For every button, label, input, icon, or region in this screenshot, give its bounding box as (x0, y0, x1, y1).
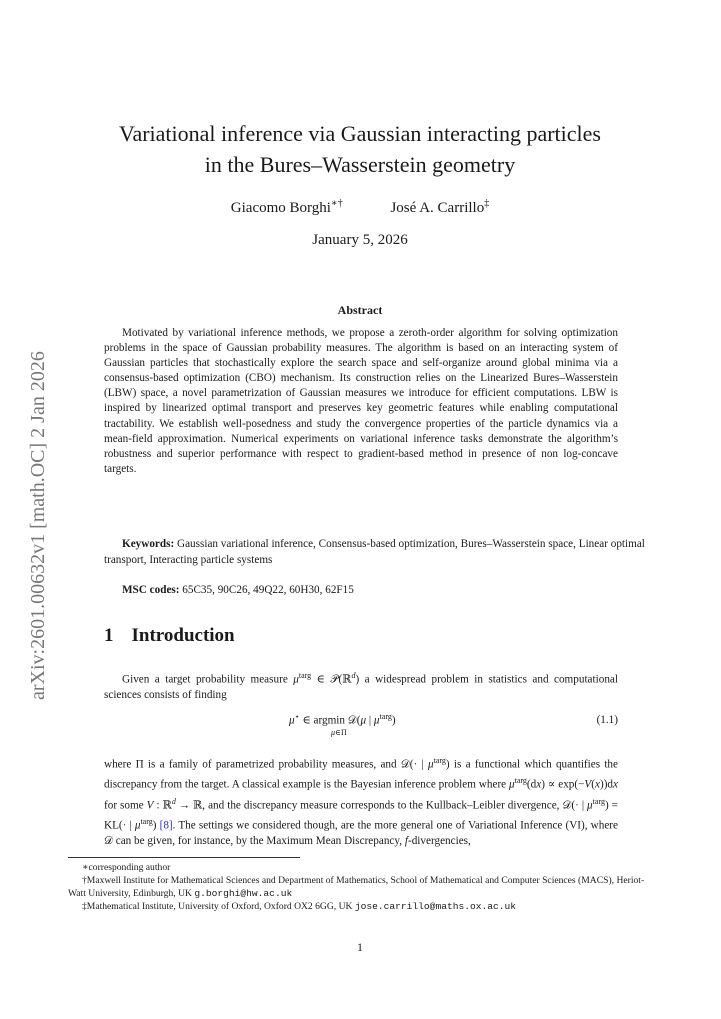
email-carrillo[interactable]: jose.carrillo@maths.ox.ac.uk (354, 901, 517, 912)
footnotes (68, 861, 658, 913)
footnote-borghi-text: †Maxwell Institute for Mathematical Sciences and Department of Mathematics, School of Mathematical and Computer Sciences (MACS), Heriot-Watt University, Edinburgh, UK (68, 875, 645, 899)
author-carrillo (390, 200, 489, 216)
section-title: Introduction (131, 625, 235, 646)
equation-number: (1.1) (596, 714, 618, 726)
abstract-heading: Abstract (337, 303, 383, 317)
msc-text: 65C35, 90C26, 49Q22, 60H30, 62F15 (182, 584, 354, 596)
intro-paragraph-1: Given a target probability measure $\mu^{targ}$ ∈ 𝒫(ℝ$^d$) a widespread problem in statistics and computational sciences consists of finding (104, 671, 619, 702)
section-number: 1 (104, 625, 114, 646)
arxiv-side-stamp (14, 290, 54, 700)
paper-title (60, 118, 660, 180)
footnote-corresponding: ∗corresponding author (82, 862, 171, 873)
keywords (104, 536, 652, 568)
footnote-divider (68, 857, 300, 858)
footnote-borghi-affiliation (68, 874, 658, 900)
title-line-1: Variational inference via Gaussian interacting particles (119, 121, 601, 146)
keywords-label: Keywords: (122, 538, 175, 550)
equation-body: μ⋆ ∈ argmin 𝒟(μ | $\mu^{targ}$) μ∈Π (289, 712, 396, 737)
intro-paragraph-2: where Π is a family of parametrized probability measures, and 𝒟(· | $\mu^{targ}$) is a functional which quantifies the discrepancy from the target. A classical example is the Bayesian inference problem where $\mu^{targ}(dx) \propto \exp(-V(x))dx$ for some V : ℝ$^d$ → ℝ, and the discrepancy measure corresponds to the Kullback–Leibler divergence, 𝒟(· | $\mu^{targ}) = KL(\cdot$ | $\mu^{targ}$) [8]. The settings we considered though, are the more general one of Variational Inference (VI), where 𝒟 can be given, for instance, by the Maximum Mean Discrepancy, f-divergencies, (104, 756, 618, 848)
author-carrillo-name: José A. Carrillo (390, 200, 485, 216)
title-line-2: in the Bures–Wasserstein geometry (204, 152, 516, 177)
email-borghi[interactable]: g.borghi@hw.ac.uk (194, 888, 293, 899)
footnote-carrillo-text: ‡Mathematical Institute, University of Oxford, Oxford OX2 6GG, UK (82, 901, 355, 912)
author-borghi-marks: ∗† (330, 198, 343, 209)
equation-1-1 (104, 712, 618, 742)
author-borghi (231, 200, 343, 216)
msc-codes (122, 584, 354, 596)
msc-label: MSC codes: (122, 584, 180, 596)
page-number: 1 (357, 940, 363, 954)
equation-subscript: μ∈Π (331, 728, 347, 737)
author-borghi-name: Giacomo Borghi (230, 200, 331, 216)
paper-date: January 5, 2026 (312, 232, 408, 248)
author-carrillo-marks: ‡ (484, 198, 490, 209)
author-list (60, 198, 660, 217)
citation-link[interactable]: [8] (159, 819, 173, 832)
keywords-text: Gaussian variational inference, Consensus-based optimization, Bures–Wasserstein space, Linear optimal transport, Interacting particle systems (104, 538, 645, 566)
abstract-body: Motivated by variational inference methods, we propose a zeroth-order algorithm for solving optimization problems in the space of Gaussian probability measures. The algorithm is based on an interacting system of Gaussian particles that stochastically explore the search space and self-organize around global minima via a consensus-based optimization (CBO) mechanism. Its construction relies on the Linearized Bures–Wasserstein (LBW) space, a novel parametrization of Gaussian measures we introduce for efficient computations. LBW is inspired by linearized optimal transport and preserves key geometric features while enabling computational tractability. We establish well-posedness and study the convergence properties of the particle dynamics via a mean-field approximation. Numerical experiments on variational inference tasks demonstrate the algorithm’s robustness and superior performance with respect to gradient-based method in presence of non log-concave targets. (104, 327, 618, 475)
footnote-carrillo-affiliation (68, 900, 658, 913)
section-heading (104, 625, 235, 647)
arxiv-side-stamp-text: arXiv:2601.00632v1 [math.OC] 2 Jan 2026 (27, 351, 49, 700)
